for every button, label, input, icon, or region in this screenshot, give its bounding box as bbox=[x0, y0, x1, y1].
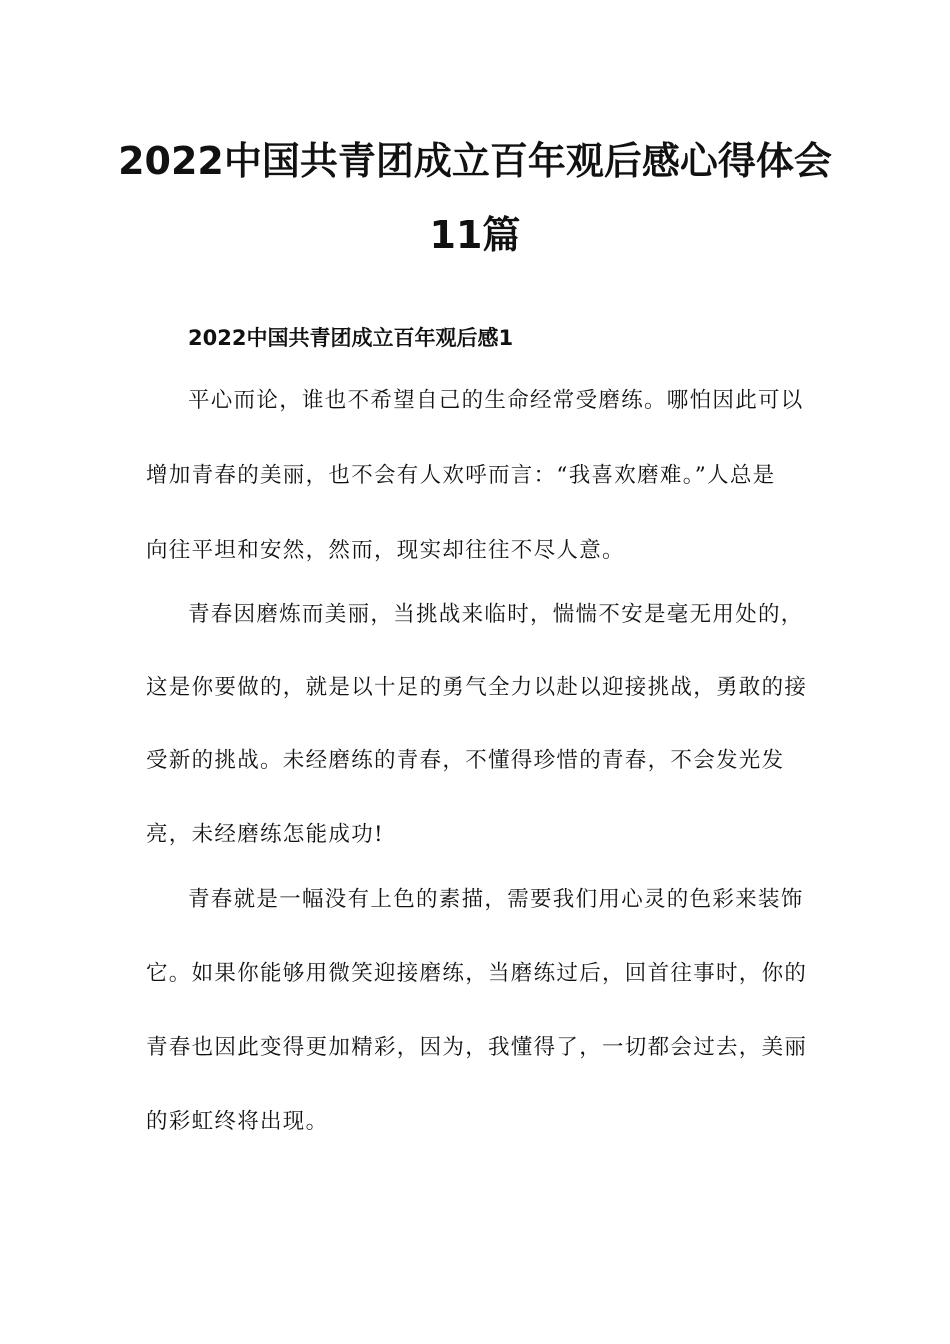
paragraph-3-line-1: 青春就是一幅没有上色的素描，需要我们用心灵的色彩来装饰 bbox=[188, 887, 804, 912]
section-heading: 2022中国共青团成立百年观后感1 bbox=[188, 326, 514, 350]
document-title-line-1: 2022中国共青团成立百年观后感心得体会 bbox=[118, 139, 832, 183]
paragraph-2-line-3: 受新的挑战。未经磨练的青春，不懂得珍惜的青春，不会发光发 bbox=[146, 748, 785, 773]
paragraph-1-line-2: 增加青春的美丽，也不会有人欢呼而言：“我喜欢磨难。”人总是 bbox=[146, 463, 776, 488]
document-title-line-2: 11篇 bbox=[429, 213, 521, 257]
paragraph-2-line-1: 青春因磨炼而美丽，当挑战来临时，惴惴不安是毫无用处的， bbox=[188, 602, 804, 627]
paragraph-1-line-3: 向往平坦和安然，然而，现实却往往不尽人意。 bbox=[146, 538, 625, 563]
paragraph-3-line-2: 它。如果你能够用微笑迎接磨练，当磨练过后，回首往事时，你的 bbox=[146, 961, 808, 986]
paragraph-2-line-4: 亮，未经磨练怎能成功! bbox=[146, 822, 384, 847]
paragraph-1-line-1: 平心而论，谁也不希望自己的生命经常受磨练。哪怕因此可以 bbox=[188, 388, 804, 413]
paragraph-3-line-3: 青春也因此变得更加精彩，因为，我懂得了，一切都会过去，美丽 bbox=[146, 1035, 808, 1060]
paragraph-3-line-4: 的彩虹终将出现。 bbox=[146, 1109, 329, 1134]
paragraph-2-line-2: 这是你要做的，就是以十足的勇气全力以赴以迎接挑战，勇敢的接 bbox=[146, 675, 808, 700]
